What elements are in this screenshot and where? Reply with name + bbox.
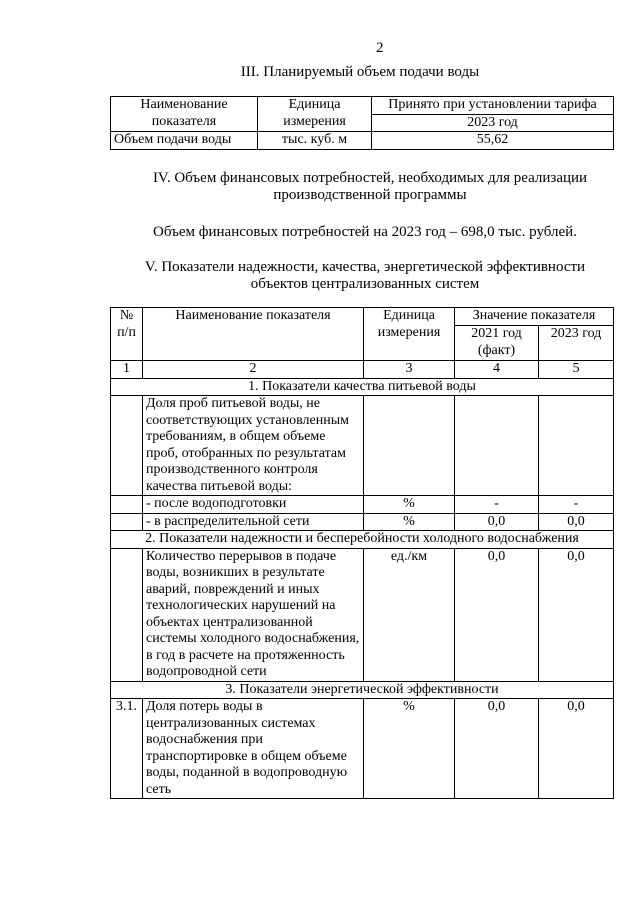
col-number-4: 4 bbox=[455, 361, 539, 379]
section-3-title: III. Планируемый объем подачи воды bbox=[240, 64, 480, 80]
indicators-table bbox=[110, 307, 614, 799]
header-unit: Единица измерения bbox=[258, 97, 372, 132]
row-water-losses-2021: 0,0 bbox=[455, 699, 539, 799]
col-number-2: 2 bbox=[143, 361, 364, 379]
section-5-title: V. Показатели надежности, качества, энергетической эффективности объектов централизованных систем bbox=[144, 259, 586, 293]
water-volume-table bbox=[110, 96, 614, 150]
col-number-5: 5 bbox=[539, 361, 614, 379]
row-value: 55,62 bbox=[372, 132, 614, 150]
row-interruptions: Количество перерывов в подаче воды, возникших в результате аварий, повреждений и иных технологических нарушений на объектах централизованной системы холодного водоснабжения, в год в расчете на протяженность водопроводной сети bbox=[143, 548, 364, 681]
row-interruptions-2021: 0,0 bbox=[455, 548, 539, 681]
row-distribution-network: - в распределительной сети bbox=[143, 513, 364, 531]
row-name: Объем подачи воды bbox=[111, 132, 258, 150]
col-number-1: 1 bbox=[111, 361, 143, 379]
group-2-title: 2. Показатели надежности и бесперебойности холодного водоснабжения bbox=[111, 531, 614, 549]
row-after-treatment-unit: % bbox=[364, 496, 455, 514]
header-2023: 2023 год bbox=[539, 326, 614, 361]
row-distribution-network-2021: 0,0 bbox=[455, 513, 539, 531]
header-accepted: Принято при установлении тарифа bbox=[372, 97, 614, 115]
row-water-losses-unit: % bbox=[364, 699, 455, 799]
header-name: Наименование показателя bbox=[111, 97, 258, 132]
row-water-losses-2023: 0,0 bbox=[539, 699, 614, 799]
header-indicator-unit: Единица измерения bbox=[364, 308, 455, 361]
financial-needs-text: Объем финансовых потребностей на 2023 год – 698,0 тыс. рублей. bbox=[153, 224, 577, 240]
row-distribution-network-unit: % bbox=[364, 513, 455, 531]
col-number-3: 3 bbox=[364, 361, 455, 379]
row-after-treatment-2021: - bbox=[455, 496, 539, 514]
group-1-title: 1. Показатели качества питьевой воды bbox=[111, 378, 614, 396]
header-indicator-name: Наименование показателя bbox=[143, 308, 364, 361]
section-4-title: IV. Объем финансовых потребностей, необходимых для реализации производственной программы bbox=[152, 170, 588, 204]
row-after-treatment: - после водоподготовки bbox=[143, 496, 364, 514]
row-after-treatment-2023: - bbox=[539, 496, 614, 514]
row-interruptions-unit: ед./км bbox=[364, 548, 455, 681]
group-1-description: Доля проб питьевой воды, не соответствующих установленным требованиям, в общем объеме проб, отобранных по результатам производственного контроля качества питьевой воды: bbox=[143, 396, 364, 496]
row-water-losses: Доля потерь воды в централизованных системах водоснабжения при транспортировке в общем объеме воды, поданной в водопроводную сеть bbox=[143, 699, 364, 799]
row-interruptions-2023: 0,0 bbox=[539, 548, 614, 681]
page-number: 2 bbox=[376, 40, 384, 56]
row-losses-num: 3.1. bbox=[111, 699, 143, 799]
header-year: 2023 год bbox=[372, 114, 614, 132]
row-distribution-network-2023: 0,0 bbox=[539, 513, 614, 531]
header-value: Значение показателя bbox=[455, 308, 614, 326]
group-3-title: 3. Показатели энергетической эффективности bbox=[111, 681, 614, 699]
header-num: № п/п bbox=[111, 308, 143, 361]
header-2021: 2021 год (факт) bbox=[455, 326, 539, 361]
row-unit: тыс. куб. м bbox=[258, 132, 372, 150]
